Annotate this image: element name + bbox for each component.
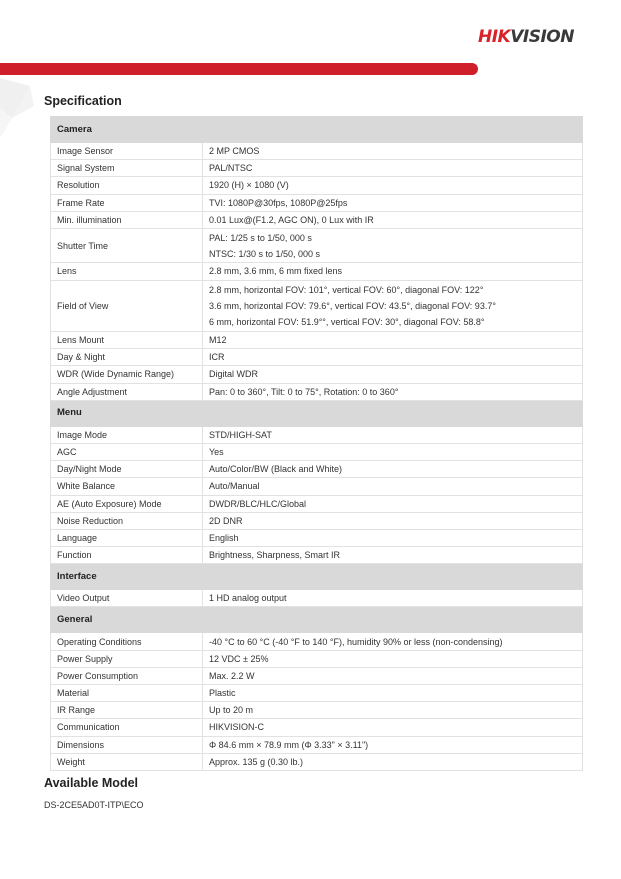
spec-label: Shutter Time	[51, 228, 203, 262]
spec-value-line: 2.8 mm, 3.6 mm, 6 mm fixed lens	[209, 266, 343, 277]
spec-value-line: NTSC: 1/30 s to 1/50, 000 s	[209, 248, 321, 259]
spec-value	[203, 332, 583, 349]
spec-value-line: 6 mm, horizontal FOV: 51.9°°, vertical FOV: 30°, diagonal FOV: 58.8°	[209, 316, 485, 327]
spec-row	[51, 194, 583, 211]
spec-value-line: 2 MP CMOS	[209, 146, 260, 157]
spec-value-line: 2D DNR	[209, 515, 243, 526]
spec-value-line: 3.6 mm, horizontal FOV: 79.6°, vertical FOV: 43.5°, diagonal FOV: 93.7°	[209, 300, 496, 311]
spec-value-line: STD/HIGH-SAT	[209, 429, 272, 440]
spec-value-line: Brightness, Sharpness, Smart IR	[209, 550, 341, 561]
spec-value	[203, 736, 583, 753]
spec-label: IR Range	[51, 702, 203, 719]
spec-table	[50, 116, 583, 771]
spec-value	[203, 177, 583, 194]
spec-value-line: Auto/Manual	[209, 481, 260, 492]
spec-value	[203, 160, 583, 177]
spec-value-line: 1 HD analog output	[209, 593, 287, 604]
spec-row	[51, 143, 583, 160]
spec-value-line: 0.01 Lux@(F1.2, AGC ON), 0 Lux with IR	[209, 214, 374, 225]
spec-label: Dimensions	[51, 736, 203, 753]
spec-value	[203, 194, 583, 211]
model-number: DS-2CE5AD0T-ITP\ECO	[44, 800, 144, 810]
spec-value-line: -40 °C to 60 °C (-40 °F to 140 °F), humidity 90% or less (non-condensing)	[209, 636, 503, 647]
spec-value-line: M12	[209, 335, 227, 346]
spec-value	[203, 495, 583, 512]
spec-value	[203, 719, 583, 736]
header-red-bar	[0, 63, 478, 75]
spec-label: White Balance	[51, 478, 203, 495]
spec-row	[51, 719, 583, 736]
category-heading: Menu	[51, 400, 583, 426]
spec-row	[51, 366, 583, 383]
spec-row	[51, 736, 583, 753]
spec-value-line: Yes	[209, 447, 224, 458]
spec-value	[203, 366, 583, 383]
spec-label: Power Consumption	[51, 667, 203, 684]
spec-value	[203, 461, 583, 478]
available-model-title: Available Model	[44, 776, 139, 790]
spec-value	[203, 633, 583, 650]
spec-value	[203, 753, 583, 770]
spec-label: Angle Adjustment	[51, 383, 203, 400]
spec-value-line: HIKVISION-C	[209, 722, 265, 733]
category-heading: General	[51, 607, 583, 633]
spec-value	[203, 478, 583, 495]
specification-title: Specification	[44, 94, 122, 108]
spec-row	[51, 667, 583, 684]
spec-row	[51, 263, 583, 280]
spec-row	[51, 495, 583, 512]
spec-value-line: Approx. 135 g (0.30 lb.)	[209, 756, 304, 767]
spec-value-line: TVI: 1080P@30fps, 1080P@25fps	[209, 197, 348, 208]
spec-value-line: Up to 20 m	[209, 705, 254, 716]
spec-label: Signal System	[51, 160, 203, 177]
spec-label: Noise Reduction	[51, 512, 203, 529]
spec-value	[203, 383, 583, 400]
spec-row	[51, 633, 583, 650]
spec-row	[51, 512, 583, 529]
spec-row	[51, 280, 583, 332]
spec-value	[203, 667, 583, 684]
spec-value	[203, 650, 583, 667]
spec-value-line: Digital WDR	[209, 369, 259, 380]
spec-value-line: Pan: 0 to 360°, Tilt: 0 to 75°, Rotation: 0 to 360°	[209, 386, 399, 397]
spec-value	[203, 263, 583, 280]
category-row	[51, 400, 583, 426]
spec-value-line: ICR	[209, 352, 225, 363]
spec-value	[203, 685, 583, 702]
spec-label: Field of View	[51, 280, 203, 332]
spec-label: Lens	[51, 263, 203, 280]
spec-label: Image Sensor	[51, 143, 203, 160]
spec-value	[203, 590, 583, 607]
spec-label: AGC	[51, 443, 203, 460]
spec-row	[51, 211, 583, 228]
spec-row	[51, 590, 583, 607]
spec-value-line: English	[209, 532, 239, 543]
spec-value-line: Max. 2.2 W	[209, 670, 255, 681]
spec-row	[51, 461, 583, 478]
spec-row	[51, 547, 583, 564]
spec-label: Frame Rate	[51, 194, 203, 211]
hikvision-logo: HIKVISION	[478, 27, 574, 47]
spec-value	[203, 143, 583, 160]
spec-label: Day/Night Mode	[51, 461, 203, 478]
spec-value-line: Auto/Color/BW (Black and White)	[209, 464, 343, 475]
spec-value	[203, 547, 583, 564]
spec-label: AE (Auto Exposure) Mode	[51, 495, 203, 512]
spec-value	[203, 280, 583, 332]
spec-value-line: Plastic	[209, 688, 236, 699]
spec-value	[203, 349, 583, 366]
spec-label: Resolution	[51, 177, 203, 194]
spec-label: Video Output	[51, 590, 203, 607]
spec-label: Min. illumination	[51, 211, 203, 228]
spec-row	[51, 160, 583, 177]
spec-label: Image Mode	[51, 426, 203, 443]
spec-label: Day & Night	[51, 349, 203, 366]
spec-value	[203, 529, 583, 546]
category-heading: Camera	[51, 117, 583, 143]
spec-label: Material	[51, 685, 203, 702]
spec-value-line: PAL/NTSC	[209, 163, 253, 174]
spec-row	[51, 753, 583, 770]
spec-value-line: 2.8 mm, horizontal FOV: 101°, vertical FOV: 60°, diagonal FOV: 122°	[209, 284, 484, 295]
spec-row	[51, 228, 583, 262]
spec-label: Weight	[51, 753, 203, 770]
spec-value	[203, 426, 583, 443]
spec-value	[203, 211, 583, 228]
spec-value	[203, 228, 583, 262]
spec-row	[51, 478, 583, 495]
spec-value-line: 12 VDC ± 25%	[209, 653, 269, 664]
category-row	[51, 607, 583, 633]
spec-row	[51, 529, 583, 546]
spec-row	[51, 349, 583, 366]
category-row	[51, 564, 583, 590]
spec-value-line: 1920 (H) × 1080 (V)	[209, 180, 289, 191]
spec-label: Power Supply	[51, 650, 203, 667]
spec-label: WDR (Wide Dynamic Range)	[51, 366, 203, 383]
spec-label: Lens Mount	[51, 332, 203, 349]
spec-row	[51, 443, 583, 460]
spec-value	[203, 702, 583, 719]
spec-row	[51, 650, 583, 667]
spec-row	[51, 702, 583, 719]
spec-row	[51, 177, 583, 194]
spec-row	[51, 383, 583, 400]
spec-value-line: PAL: 1/25 s to 1/50, 000 s	[209, 232, 312, 243]
spec-value-line: Φ 84.6 mm × 78.9 mm (Φ 3.33" × 3.11")	[209, 739, 369, 750]
spec-label: Language	[51, 529, 203, 546]
spec-value	[203, 443, 583, 460]
spec-value-line: DWDR/BLC/HLC/Global	[209, 498, 307, 509]
spec-row	[51, 426, 583, 443]
spec-label: Operating Conditions	[51, 633, 203, 650]
spec-row	[51, 685, 583, 702]
spec-value	[203, 512, 583, 529]
spec-row	[51, 332, 583, 349]
category-row	[51, 117, 583, 143]
spec-label: Communication	[51, 719, 203, 736]
category-heading: Interface	[51, 564, 583, 590]
spec-label: Function	[51, 547, 203, 564]
